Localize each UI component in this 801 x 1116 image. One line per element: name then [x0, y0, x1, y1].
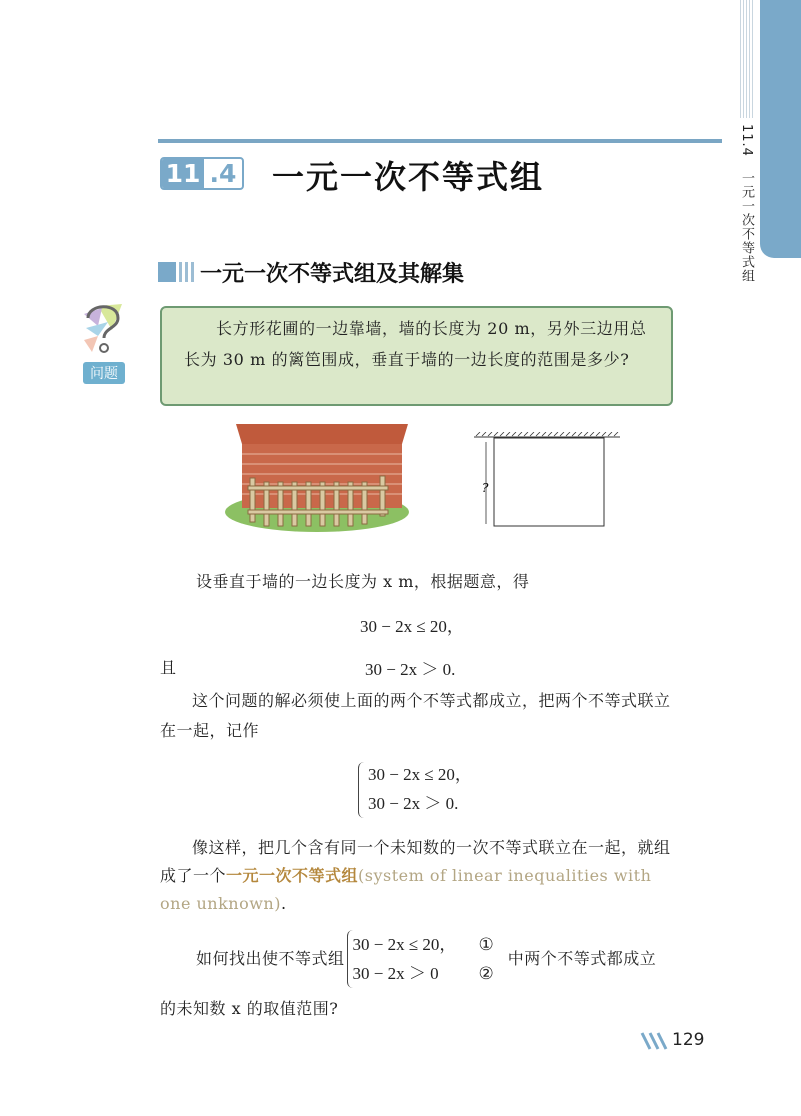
- question-mid: 中两个不等式都成立: [507, 949, 657, 968]
- page-number: 129: [672, 1030, 705, 1050]
- problem-label: 问题: [83, 362, 125, 384]
- problem-box: [160, 306, 673, 406]
- system2-line-2: 30 − 2x ＞ 0: [352, 964, 439, 983]
- label-circled-2: ②: [478, 964, 494, 983]
- system2-line-1: 30 − 2x ≤ 20，: [352, 935, 457, 954]
- problem-text: 长方形花圃的一边靠墙，墙的长度为 20 m，另外三边用总长为 30 m 的篱笆围成，垂直于墙的一边长度的范围是多少?: [184, 319, 647, 369]
- question-row: [196, 930, 656, 988]
- brick-wall-garden-illustration: [222, 420, 412, 532]
- system-line-2: 30 − 2x ＞ 0.: [368, 794, 459, 813]
- chapter-number: 11: [162, 159, 204, 188]
- paragraph-combine: 这个问题的解必须使上面的两个不等式都成立，把两个不等式联立在一起，记作: [160, 691, 671, 740]
- label-circled-1: ①: [478, 935, 494, 954]
- section-heading: 一元一次不等式组及其解集: [200, 262, 465, 287]
- english-term: (system of linear inequalities with one unknown): [160, 866, 652, 913]
- section-number: .4: [209, 159, 237, 188]
- section-marker-icon: [158, 262, 194, 282]
- and-word: 且: [160, 658, 177, 677]
- rectangle-diagram: [472, 432, 622, 532]
- unknown-length-label: ?: [482, 481, 489, 495]
- keyword-term: 一元一次不等式组: [226, 866, 359, 885]
- section-number-badge: [160, 157, 244, 190]
- question-start: 如何找出使不等式组: [196, 949, 345, 968]
- paragraph-setup: 设垂直于墙的一边长度为 x m，根据题意，得: [196, 572, 530, 591]
- inequality-1: 30 − 2x ≤ 20，: [360, 617, 464, 636]
- paragraph-definition: 像这样，把几个含有同一个未知数的一次不等式联立在一起，就组成了一个一元一次不等式组(system of linear inequalities with one unknown).: [160, 838, 671, 913]
- question-end: 的未知数 x 的取值范围?: [160, 999, 339, 1018]
- page-title: 一元一次不等式组: [272, 158, 545, 196]
- system-line-1: 30 − 2x ≤ 20，: [368, 765, 472, 784]
- system-brace: [358, 762, 365, 818]
- inequality-2: 30 − 2x ＞ 0.: [365, 660, 456, 679]
- chapter-side-tab: [760, 0, 801, 258]
- question-mark-icon: [78, 300, 128, 356]
- system-brace-2: [347, 930, 494, 988]
- page-number-decoration-icon: [640, 1031, 670, 1051]
- side-running-title: 11.4 一元一次不等式组: [739, 124, 754, 283]
- header-rule: [158, 139, 722, 143]
- side-decorative-rules: [740, 0, 754, 118]
